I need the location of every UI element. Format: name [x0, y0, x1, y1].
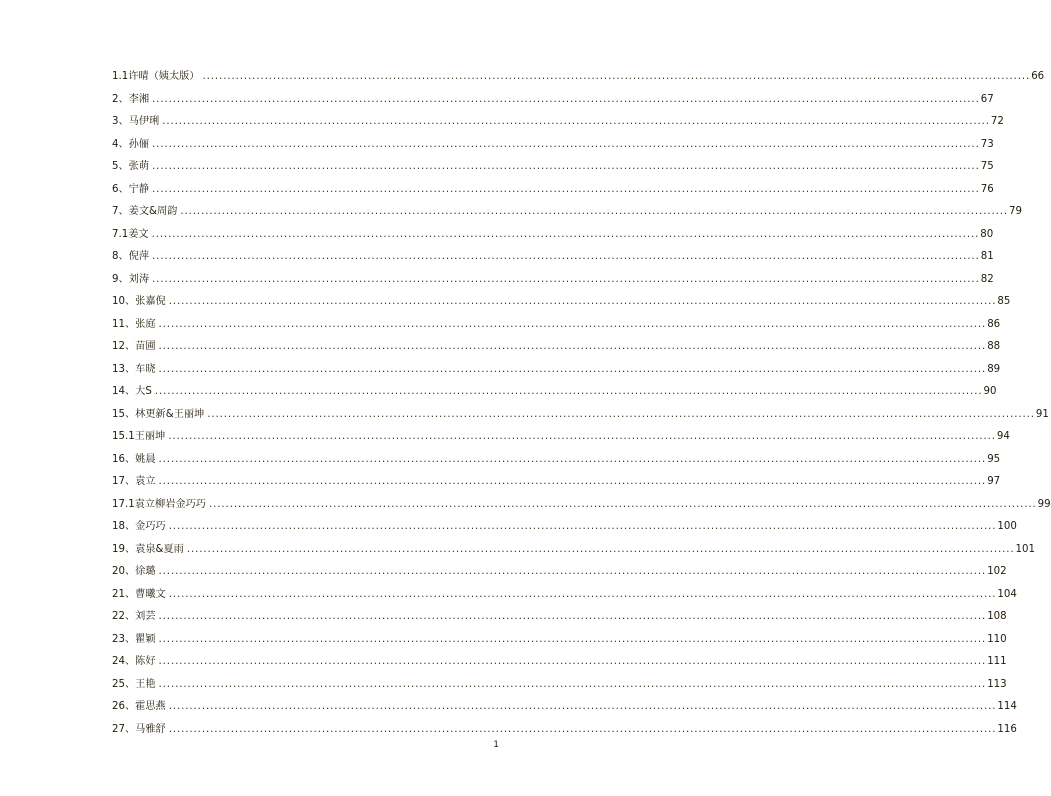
toc-entry-title: 17.1袁立柳岩金巧巧	[112, 498, 206, 510]
dot-leader: ........................................................................................................................................................................................................	[180, 206, 1009, 217]
toc-entry[interactable]	[112, 494, 1051, 517]
toc-entry-title: 20、徐璐	[112, 566, 156, 577]
toc-entry[interactable]	[112, 381, 997, 404]
toc-entry-page: 91	[1035, 408, 1049, 420]
dot-leader: ........................................................................................................................................................................................................	[209, 498, 1037, 510]
toc-entry-title: 24、陈好	[112, 656, 156, 667]
toc-entry[interactable]	[112, 674, 1007, 697]
toc-entry[interactable]	[112, 696, 1017, 719]
dot-leader: ........................................................................................................................................................................................................	[158, 611, 987, 622]
toc-entry-page: 113	[987, 678, 1007, 690]
toc-entry-title: 3、马伊琍	[112, 116, 160, 127]
toc-entry-title: 26、霍思燕	[112, 701, 166, 712]
toc-entry-page: 97	[987, 476, 1001, 487]
toc-entry[interactable]	[112, 314, 1001, 337]
dot-leader: ........................................................................................................................................................................................................	[152, 138, 980, 150]
toc-entry-page: 79	[1009, 206, 1023, 217]
dot-leader: ........................................................................................................................................................................................................	[158, 566, 987, 577]
toc-entry-title: 16、姚晨	[112, 453, 156, 465]
toc-entry-title: 19、袁泉&夏雨	[112, 543, 184, 555]
toc-entry[interactable]	[112, 66, 1045, 89]
toc-entry[interactable]	[112, 539, 1035, 562]
dot-leader: ........................................................................................................................................................................................................	[158, 476, 987, 487]
dot-leader: ........................................................................................................................................................................................................	[207, 408, 1035, 420]
toc-entry-title: 15.1王丽坤	[112, 431, 166, 442]
toc-entry-page: 82	[980, 273, 994, 285]
toc-entry-page: 81	[980, 251, 994, 262]
toc-entry-title: 22、刘芸	[112, 611, 156, 622]
toc-entry[interactable]	[112, 404, 1049, 427]
dot-leader: ........................................................................................................................................................................................................	[152, 273, 980, 285]
toc-entry-title: 7、姜文&周韵	[112, 206, 178, 217]
toc-entry-page: 89	[987, 363, 1001, 375]
toc-entry[interactable]	[112, 651, 1007, 674]
toc-entry-page: 80	[980, 228, 994, 240]
toc-entry[interactable]	[112, 629, 1007, 652]
toc-entry-page: 86	[987, 318, 1001, 330]
dot-leader: ........................................................................................................................................................................................................	[158, 678, 987, 690]
dot-leader: ........................................................................................................................................................................................................	[158, 341, 987, 352]
dot-leader: ........................................................................................................................................................................................................	[158, 633, 987, 645]
toc-entry[interactable]	[112, 156, 994, 179]
toc-entry-page: 88	[987, 341, 1001, 352]
toc-entry-page: 67	[980, 93, 994, 105]
dot-leader: ........................................................................................................................................................................................................	[202, 71, 1031, 82]
toc-entry-title: 5、张萌	[112, 161, 150, 172]
toc-entry-page: 111	[987, 656, 1007, 667]
toc-entry-title: 9、刘涛	[112, 273, 150, 285]
toc-entry-title: 6、宁静	[112, 183, 150, 195]
page-number: 1	[493, 740, 499, 750]
toc-entry-title: 27、马雅舒	[112, 723, 166, 735]
toc-entry-page: 101	[1015, 543, 1035, 555]
dot-leader: ........................................................................................................................................................................................................	[158, 363, 987, 375]
dot-leader: ........................................................................................................................................................................................................	[168, 431, 996, 442]
toc-entry[interactable]	[112, 246, 994, 269]
toc-entry-title: 18、金巧巧	[112, 521, 166, 532]
dot-leader: ........................................................................................................................................................................................................	[168, 701, 997, 712]
toc-entry-title: 10、张嘉倪	[112, 296, 166, 307]
toc-entry-page: 95	[987, 453, 1001, 465]
dot-leader: ........................................................................................................................................................................................................	[152, 251, 980, 262]
toc-entry[interactable]	[112, 201, 1023, 224]
dot-leader: ........................................................................................................................................................................................................	[152, 93, 980, 105]
dot-leader: ........................................................................................................................................................................................................	[168, 521, 997, 532]
dot-leader: ........................................................................................................................................................................................................	[168, 296, 997, 307]
toc-entry[interactable]	[112, 426, 1010, 449]
dot-leader: ........................................................................................................................................................................................................	[168, 723, 997, 735]
toc-entry[interactable]	[112, 134, 994, 157]
dot-leader: ........................................................................................................................................................................................................	[186, 543, 1015, 555]
toc-entry[interactable]	[112, 336, 1001, 359]
toc-entry-page: 110	[987, 633, 1007, 645]
toc-entry[interactable]	[112, 111, 1004, 134]
toc-entry-page: 116	[997, 723, 1017, 735]
toc-entry-page: 66	[1031, 71, 1045, 82]
toc-entry-title: 8、倪萍	[112, 251, 150, 262]
toc-entry-page: 72	[990, 116, 1004, 127]
toc-entry[interactable]	[112, 89, 994, 112]
toc-entry-title: 1.1许晴（姨太版）	[112, 71, 200, 82]
toc-entry-title: 4、孙俪	[112, 138, 150, 150]
toc-entry-page: 99	[1037, 498, 1051, 510]
toc-entry-title: 11、张庭	[112, 318, 156, 330]
dot-leader: ........................................................................................................................................................................................................	[152, 183, 980, 195]
toc-entry-title: 21、曹曦文	[112, 588, 166, 600]
toc-entry-page: 90	[983, 386, 997, 397]
toc-entry[interactable]	[112, 471, 1001, 494]
toc-entry-title: 13、车晓	[112, 363, 156, 375]
dot-leader: ........................................................................................................................................................................................................	[154, 386, 983, 397]
toc-entry-title: 23、瞿颖	[112, 633, 156, 645]
toc-entry[interactable]	[112, 561, 1007, 584]
toc-entry-title: 25、王艳	[112, 678, 156, 690]
toc-entry-title: 17、袁立	[112, 476, 156, 487]
toc-entry-page: 75	[980, 161, 994, 172]
dot-leader: ........................................................................................................................................................................................................	[168, 588, 997, 600]
toc-entry-page: 100	[997, 521, 1017, 532]
toc-entry-page: 76	[980, 183, 994, 195]
dot-leader: ........................................................................................................................................................................................................	[152, 161, 980, 172]
toc-entry[interactable]	[112, 224, 994, 247]
toc-entry-page: 73	[980, 138, 994, 150]
toc-entry[interactable]	[112, 359, 1001, 382]
toc-entry[interactable]	[112, 719, 1017, 742]
dot-leader: ........................................................................................................................................................................................................	[158, 453, 987, 465]
toc-entry-page: 108	[987, 611, 1007, 622]
toc-entry[interactable]	[112, 584, 1017, 607]
toc-entry-page: 94	[996, 431, 1010, 442]
dot-leader: ........................................................................................................................................................................................................	[158, 318, 987, 330]
toc-entry-title: 2、李湘	[112, 93, 150, 105]
toc-entry-title: 7.1姜文	[112, 228, 149, 240]
toc-entry-page: 85	[997, 296, 1011, 307]
toc-entry[interactable]	[112, 516, 1017, 539]
dot-leader: ........................................................................................................................................................................................................	[158, 656, 987, 667]
toc-entry[interactable]	[112, 449, 1001, 472]
toc-entry-title: 14、大S	[112, 386, 152, 397]
toc-entry-title: 12、苗圃	[112, 341, 156, 352]
toc-entry-page: 114	[997, 701, 1017, 712]
toc-entry-title: 15、林更新&王丽坤	[112, 408, 205, 420]
toc-entry[interactable]	[112, 179, 994, 202]
toc-entry[interactable]	[112, 291, 1011, 314]
toc-entry-page: 104	[997, 588, 1017, 600]
dot-leader: ........................................................................................................................................................................................................	[162, 116, 990, 127]
toc-entry[interactable]	[112, 606, 1007, 629]
toc-entry-page: 102	[987, 566, 1007, 577]
table-of-contents	[112, 66, 1051, 741]
toc-entry[interactable]	[112, 269, 994, 292]
dot-leader: ........................................................................................................................................................................................................	[151, 228, 980, 240]
